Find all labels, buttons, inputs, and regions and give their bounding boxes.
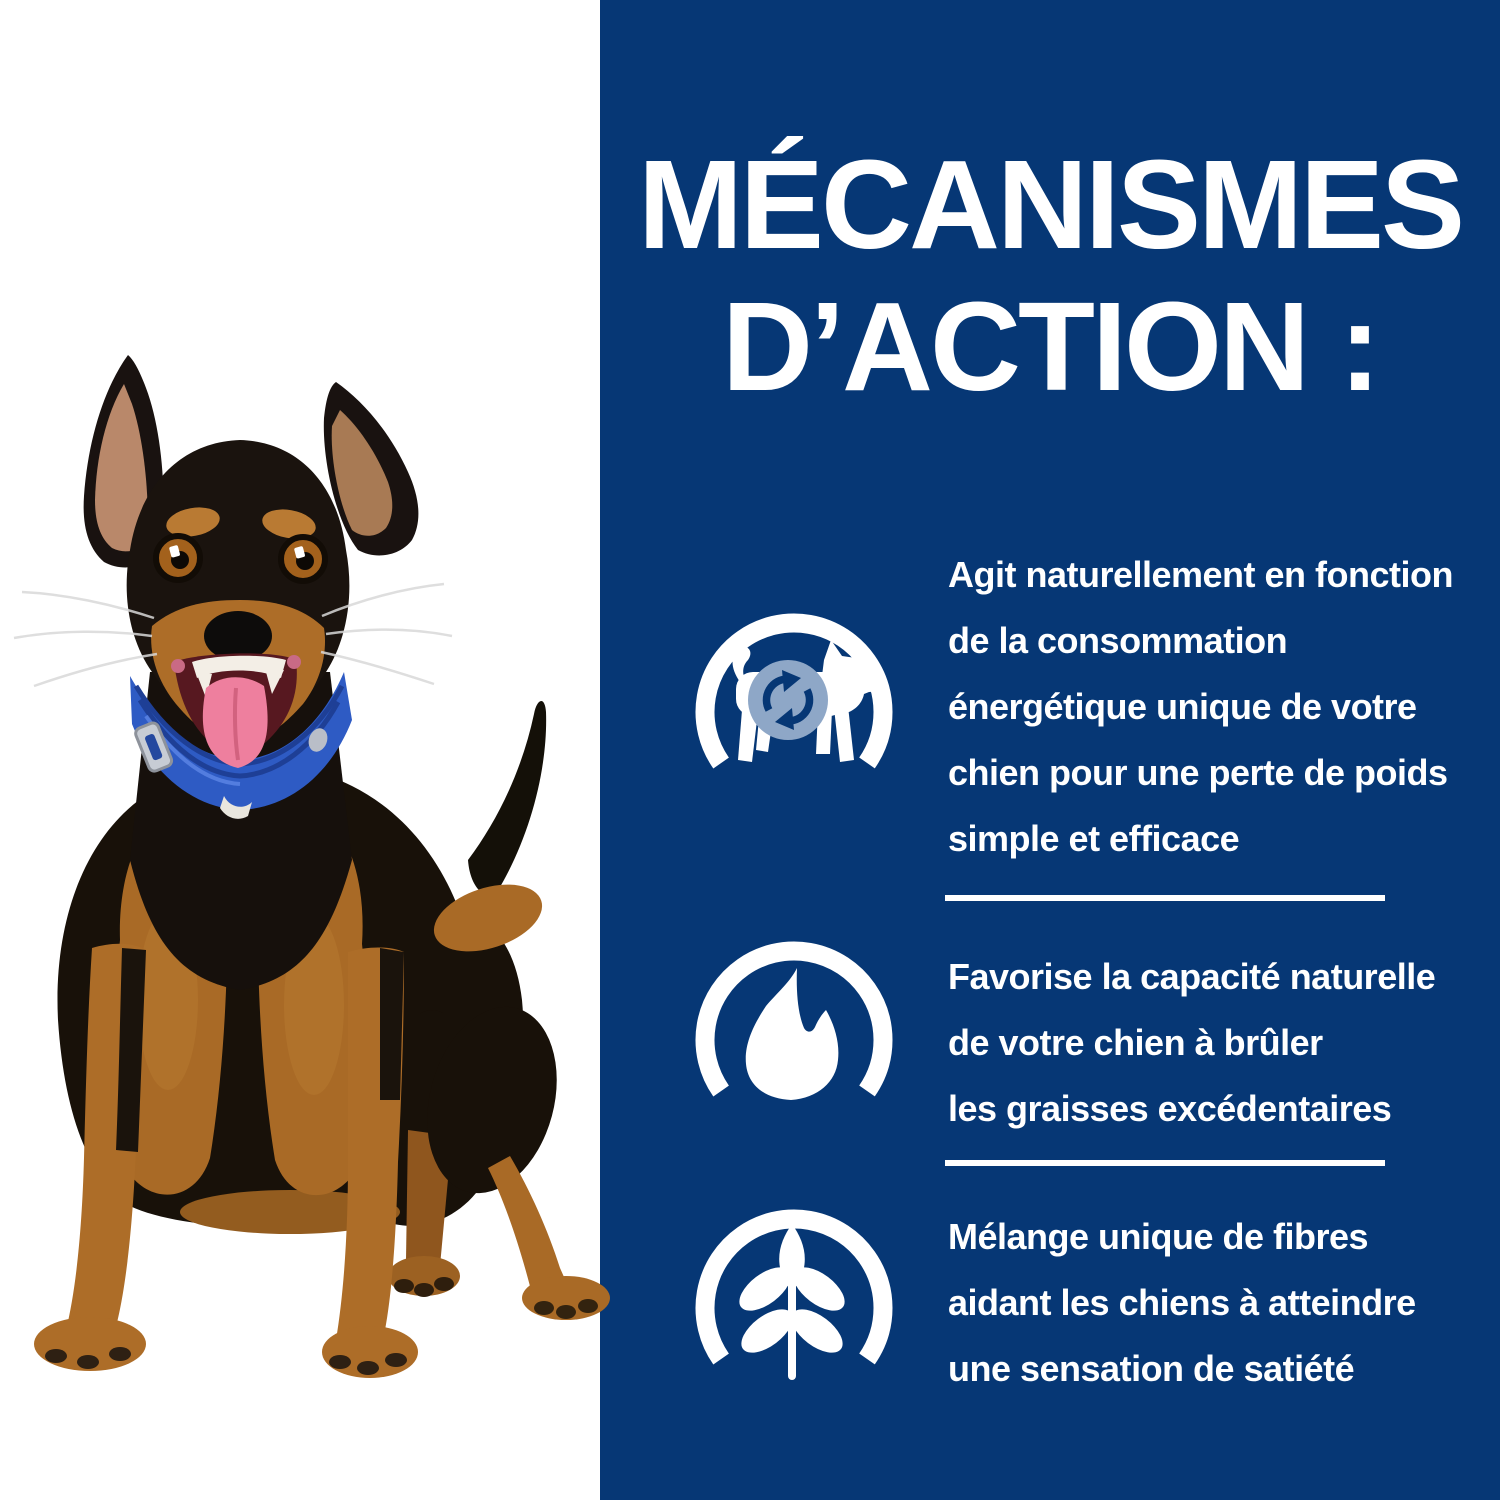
dog-toe — [534, 1301, 554, 1315]
wheat-grain-icon — [684, 1198, 904, 1428]
feature-text-line: chien pour une perte de poids — [948, 752, 1448, 793]
feature-text-line: aidant les chiens à atteindre — [948, 1282, 1416, 1323]
wheat-shape — [732, 1224, 852, 1380]
dog-toe — [109, 1347, 131, 1361]
feature-fat-burn-text — [948, 944, 1435, 1142]
feature-text-line: les graisses excédentaires — [948, 1088, 1392, 1129]
feature-metabolism-text — [948, 542, 1453, 872]
dog-photo — [0, 300, 660, 1400]
feature-text-line: de votre chien à brûler — [948, 1022, 1323, 1063]
cycle-badge — [748, 660, 828, 740]
feature-text-line: Agit naturellement en fonction — [948, 554, 1454, 595]
page-title — [600, 134, 1500, 418]
dog-toe — [556, 1305, 576, 1319]
dog-metabolism-cycle-icon — [684, 602, 904, 832]
dog-toe — [329, 1355, 351, 1369]
dog-leg-marking — [380, 948, 404, 1100]
dog-toe — [394, 1279, 414, 1293]
dog-mouth-corner — [171, 659, 185, 673]
feature-text-line: de la consommation — [948, 620, 1288, 661]
feature-text-line: simple et efficace — [948, 818, 1240, 859]
section-divider — [945, 895, 1385, 901]
title-line2: D’ACTION : — [722, 276, 1378, 417]
dog-toe — [578, 1299, 598, 1313]
dog-mouth-corner — [287, 655, 301, 669]
flame-icon — [684, 930, 904, 1160]
dog-toe — [434, 1277, 454, 1291]
dog-tail — [468, 701, 546, 895]
flame-shape — [746, 968, 839, 1100]
dog-toe — [45, 1349, 67, 1363]
section-divider — [945, 1160, 1385, 1166]
dog-toe — [357, 1361, 379, 1375]
feature-text-line: une sensation de satiété — [948, 1348, 1355, 1389]
feature-text-line: énergétique unique de votre — [948, 686, 1417, 727]
dog-toe — [77, 1355, 99, 1369]
title-line1: MÉCANISMES — [637, 134, 1463, 275]
feature-satiety-text — [948, 1204, 1416, 1402]
feature-text-line: Favorise la capacité naturelle — [948, 956, 1436, 997]
feature-text-line: Mélange unique de fibres — [948, 1216, 1369, 1257]
dog-toe — [385, 1353, 407, 1367]
dog-toe — [414, 1283, 434, 1297]
